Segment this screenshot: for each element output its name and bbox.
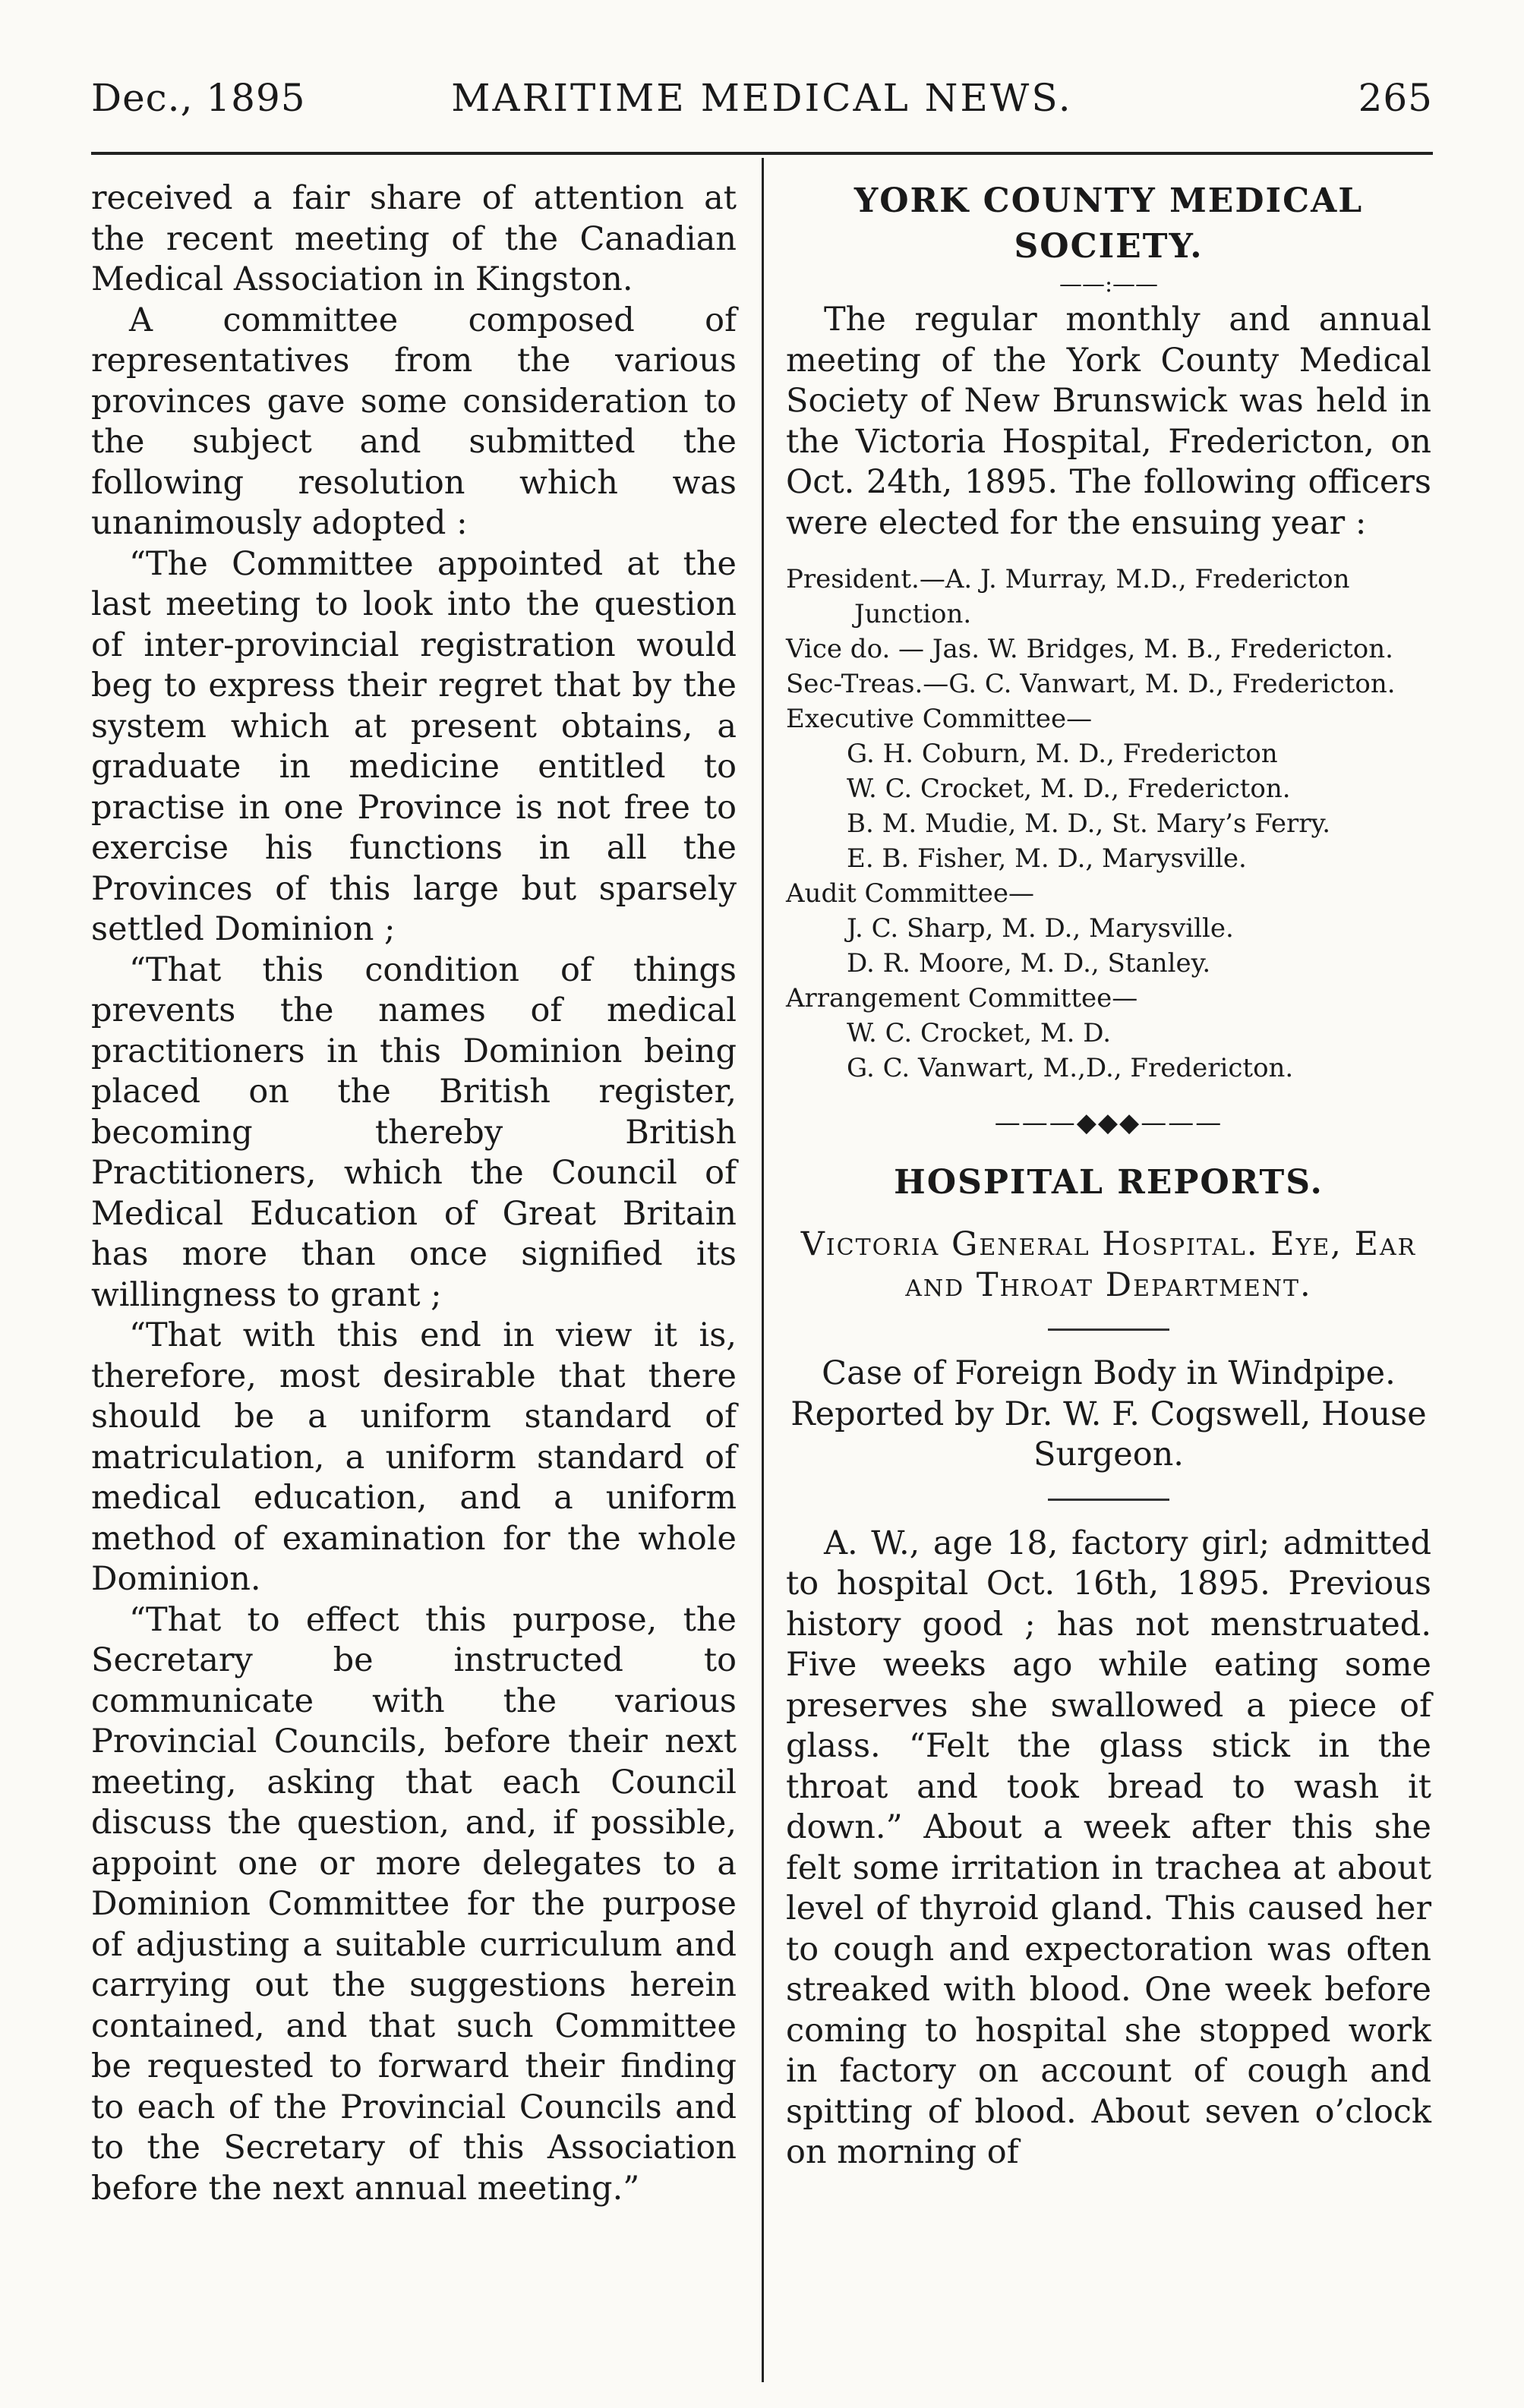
hospital-reports-heading: HOSPITAL REPORTS.: [894, 1163, 1324, 1202]
left-column: [91, 178, 737, 2209]
case-reported-by: Reported by Dr. W. F. Cogswell, House Surgeon.: [790, 1395, 1427, 1473]
officer-sec-treas: Sec-Treas.—G. C. Vanwart, M. D., Fredericton.: [786, 669, 1396, 699]
section-ornament: ———◆◆◆———: [994, 1108, 1223, 1138]
header-date: Dec., 1895: [91, 76, 306, 120]
arrangement-member: W. C. Crocket, M. D.: [847, 1018, 1112, 1048]
column-divider: [762, 158, 764, 2382]
hospital-department: Victoria General Hospital. Eye, Ear and Throat Department.: [800, 1225, 1417, 1304]
resolution-1: “The Committee appointed at the last meeting to look into the question of inter-provincial registration would beg to express their regret that by the system which at present obtains, a graduate in medicine entitled to practise in one Province is not free to exercise his functions in all the Provinces of this large but sparsely settled Dominion ;: [91, 544, 737, 948]
paragraph-intro: received a fair share of attention at the recent meeting of the Canadian Medical Association in Kingston.: [91, 179, 737, 298]
executive-member: B. M. Mudie, M. D., St. Mary’s Ferry.: [847, 808, 1331, 839]
audit-member: J. C. Sharp, M. D., Marysville.: [847, 913, 1234, 944]
york-society-divider: ——:——: [1059, 271, 1159, 298]
right-column: [786, 178, 1431, 2173]
executive-member: E. B. Fisher, M. D., Marysville.: [847, 843, 1247, 874]
resolution-4: “That to effect this purpose, the Secretary be instructed to communicate with the various Provincial Councils, before their next meeting, asking that each Council discuss the question, and, if possible, appoint one or more delegates to a Dominion Committee for the purpose of adjusting a suitable curriculum and carrying out the suggestions herein contained, and that such Committee be requested to forward their finding to each of the Provincial Councils and to the Secretary of this Association before the next annual meeting.”: [91, 1600, 737, 2208]
executive-member: W. C. Crocket, M. D., Fredericton.: [847, 774, 1291, 804]
arrangement-member: G. C. Vanwart, M.,D., Fredericton.: [847, 1053, 1294, 1083]
header-page-number: 265: [1358, 76, 1433, 120]
short-rule: [1048, 1328, 1169, 1331]
header-journal-title: MARITIME MEDICAL NEWS.: [451, 76, 1073, 120]
arrangement-committee-label: Arrangement Committee—: [786, 983, 1138, 1013]
officer-vice: Vice do. — Jas. W. Bridges, M. B., Fredericton.: [786, 634, 1393, 664]
short-rule: [1048, 1499, 1169, 1501]
case-text: A. W., age 18, factory girl; admitted to hospital Oct. 16th, 1895. Previous history good ; has not menstruated. Five weeks ago while eating some preserves she swallowed a piece of glass. “Felt the glass stick in the throat and took bread to wash it down.” About a week after this she felt some irritation in trachea at about level of thyroid gland. This caused her to cough and expectoration was often streaked with blood. One week before coming to hospital she stopped work in factory on account of cough and spitting of blood. About seven o’clock on morning of: [786, 1524, 1431, 2171]
audit-member: D. R. Moore, M. D., Stanley.: [847, 948, 1211, 979]
resolution-3: “That with this end in view it is, therefore, most desirable that there should be a uniform standard of matriculation, a uniform standard of medical education, and a uniform method of examination for the whole Dominion.: [91, 1316, 737, 1598]
york-society-intro: The regular monthly and annual meeting of the York County Medical Society of New Brunswick was held in the Victoria Hospital, Fredericton, on Oct. 24th, 1895. The following officers were elected for the ensuing year :: [786, 301, 1431, 542]
case-title: Case of Foreign Body in Windpipe.: [822, 1354, 1396, 1392]
resolution-2: “That this condition of things prevents the names of medical practitioners in this Dominion being placed on the British register, becoming thereby British Practitioners, which the Council of Medical Education of Great Britain has more than once signified its willingness to grant ;: [91, 950, 737, 1314]
running-header: [91, 76, 1433, 129]
header-rule: [91, 152, 1433, 155]
executive-member: G. H. Coburn, M. D., Fredericton: [847, 739, 1278, 769]
officer-president: President.—A. J. Murray, M.D., Fredericton Junction.: [786, 564, 1350, 629]
audit-committee-label: Audit Committee—: [786, 878, 1034, 909]
executive-committee-label: Executive Committee—: [786, 704, 1093, 734]
york-society-heading: YORK COUNTY MEDICAL SOCIETY.: [854, 181, 1364, 266]
paragraph-committee: A committee composed of representatives from the various provinces gave some consideration to the subject and submitted the following resolution which was unanimously adopted :: [91, 301, 737, 542]
